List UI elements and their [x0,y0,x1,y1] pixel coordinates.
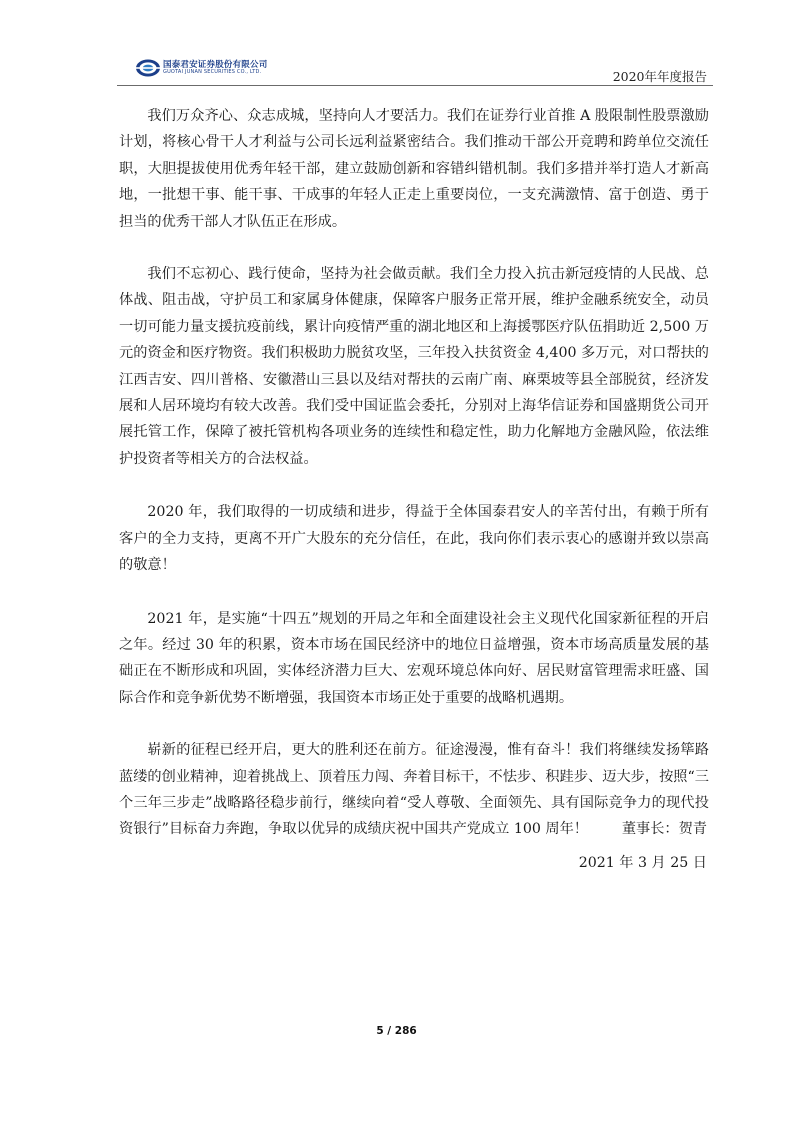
signature-date: 2021 年 3 月 25 日 [578,855,707,871]
paragraph-gratitude: 2020 年，我们取得的一切成绩和进步，得益于全体国泰君安人的辛苦付出，有赖于所有客户的全力支持，更离不开广大股东的充分信任，在此，我向你们表示衷心的感谢并致以崇高的敬意！ [119,504,709,574]
company-logo [135,58,285,78]
page-header [0,0,793,90]
paragraph-2021-outlook: 2021 年，是实施“十四五”规划的开局之年和全面建设社会主义现代化国家新征程的开启之年。经过 30 年的积累，资本市场在国民经济中的地位日益增强，资本市场高质量发展的基础正在不断形成和巩固，实体经济潜力巨大、宏观环境总体向好、居民财富管理需求旺盛、国际合作和竞争新优势不断增强，我国资本市场正处于重要的战略机遇期。 [119,610,709,706]
page-number: 5 / 286 [376,1025,417,1037]
company-name-en: GUOTAI JUNAN SECURITIES CO., LTD. [163,69,262,75]
signature-chairman: 董事长：贺青 [621,821,707,837]
header-divider [117,85,713,86]
company-name-cn: 国泰君安证券股份有限公司 [163,60,268,70]
letter-body [119,103,709,843]
paragraph-new-journey: 崭新的征程已经开启，更大的胜利还在前方。征途漫漫，惟有奋斗！我们将继续发扬筚路蓝缕的创业精神，迎着挑战上、顶着压力闯、奔着目标干，不怯步、积跬步、迈大步，按照“三个三年三步走”战略路径稳步前行，继续向着“受人尊敬、全面领先、具有国际竞争力的现代投资银行”目标奋力奔跑，争取以优异的成绩庆祝中国共产党成立 100 周年！ [119,742,709,838]
guotai-junan-logo-icon [135,58,161,78]
paragraph-talent: 我们万众齐心、众志成城，坚持向人才要活力。我们在证券行业首推 A 股限制性股票激励计划，将核心骨干人才利益与公司长远利益紧密结合。我们推动干部公开竞聘和跨单位交流任职，大胆提拔使用优秀年轻干部，建立鼓励创新和容错纠错机制。我们多措并举打造人才新高地，一批想干事、能干事、干成事的年轻人正走上重要岗位，一支充满激情、富于创造、勇于担当的优秀干部人才队伍正在形成。 [119,108,709,230]
report-title: 2020年年度报告 [612,69,707,84]
paragraph-social-contribution: 我们不忘初心、践行使命，坚持为社会做贡献。我们全力投入抗击新冠疫情的人民战、总体战、阻击战，守护员工和家属身体健康，保障客户服务正常开展，维护金融系统安全，动员一切可能力量支援抗疫前线，累计向疫情严重的湖北地区和上海援鄂医疗队伍捐助近 2,500 万元的资金和医疗物资。我们积极助力脱贫攻坚，三年投入扶贫资金 4,400 多万元，对口帮扶的江西吉安、四川普格、安徽潜山三县以及结对帮扶的云南广南、麻栗坡等县全部脱贫，经济发展和人居环境均有较大改善。我们受中国证监会委托，分别对上海华信证券和国盛期货公司开展托管工作，保障了被托管机构各项业务的连续性和稳定性，助力化解地方金融风险，依法维护投资者等相关方的合法权益。 [119,266,709,467]
